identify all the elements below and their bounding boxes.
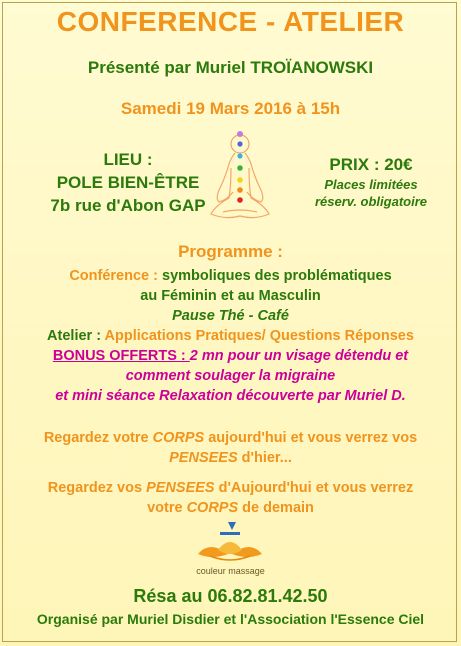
- presenter-line: Présenté par Muriel TROÏANOWSKI: [87, 58, 374, 77]
- atelier-label: Atelier :: [47, 328, 105, 344]
- programme-title: Programme :: [178, 242, 283, 261]
- quote-2-pensees: PENSEES: [146, 480, 215, 496]
- pause-line: Pause Thé - Café: [172, 308, 289, 324]
- quote-2-line-1: [0, 478, 461, 498]
- quote-2-text-d: de demain: [238, 500, 314, 516]
- logo-caption: couleur massage: [196, 566, 265, 576]
- location-place: POLE BIEN-ÊTRE: [56, 173, 200, 192]
- quote-1-line-2: [0, 448, 461, 468]
- programme-conference-line: [0, 266, 461, 286]
- price-label: PRIX : 20€: [329, 155, 413, 174]
- quote-1-corps: CORPS: [152, 430, 205, 446]
- location-block: [28, 148, 228, 217]
- quote-1-pensees: PENSEES: [169, 450, 238, 466]
- reservation-phone: Résa au 06.82.81.42.50: [133, 586, 328, 606]
- programme-atelier-line: [0, 326, 461, 346]
- bonus-line: [0, 346, 461, 366]
- conference-text: symboliques des problématiques: [162, 268, 392, 284]
- quote-2-text-c: votre: [147, 500, 187, 516]
- quote-2-text-a: Regardez vos: [47, 480, 147, 496]
- quote-1-text-b: aujourd'hui et vous verrez vos: [204, 430, 418, 446]
- conference-separator: :: [149, 268, 162, 284]
- reservation-note: réserv. obligatoire: [315, 194, 427, 209]
- location-address: 7b rue d'Abon GAP: [50, 196, 206, 215]
- conference-label: Conférence: [69, 268, 150, 284]
- places-limited-note: Places limitées: [324, 177, 418, 192]
- quote-1-text-c: d'hier...: [237, 450, 292, 466]
- couleur-massage-logo-icon: [190, 520, 270, 564]
- quote-1-text-a: Regardez votre: [43, 430, 153, 446]
- event-date: Samedi 19 Mars 2016 à 15h: [120, 99, 341, 118]
- price-block: [306, 154, 436, 210]
- location-label: LIEU :: [103, 150, 153, 169]
- poster-title: CONFERENCE - ATELIER: [56, 6, 405, 37]
- bonus-text: 2 mn pour un visage détendu et: [189, 348, 409, 364]
- quote-2-corps: CORPS: [186, 500, 239, 516]
- quote-2-line-2: [0, 498, 461, 518]
- conference-text-2: au Féminin et au Masculin: [140, 288, 321, 304]
- quote-2-text-b: d'Aujourd'hui et vous verrez: [214, 480, 414, 496]
- bonus-label: BONUS OFFERTS :: [52, 348, 190, 364]
- organizer-line: Organisé par Muriel Disdier et l'Association l'Essence Ciel: [36, 611, 425, 627]
- bonus-text-3: et mini séance Relaxation découverte par Muriel D.: [55, 388, 406, 404]
- quote-1-line-1: [0, 428, 461, 448]
- atelier-text: Applications Pratiques/ Questions Réponses: [104, 328, 414, 344]
- meditation-chakra-figure: [205, 128, 275, 228]
- bonus-text-2: comment soulager la migraine: [125, 368, 336, 384]
